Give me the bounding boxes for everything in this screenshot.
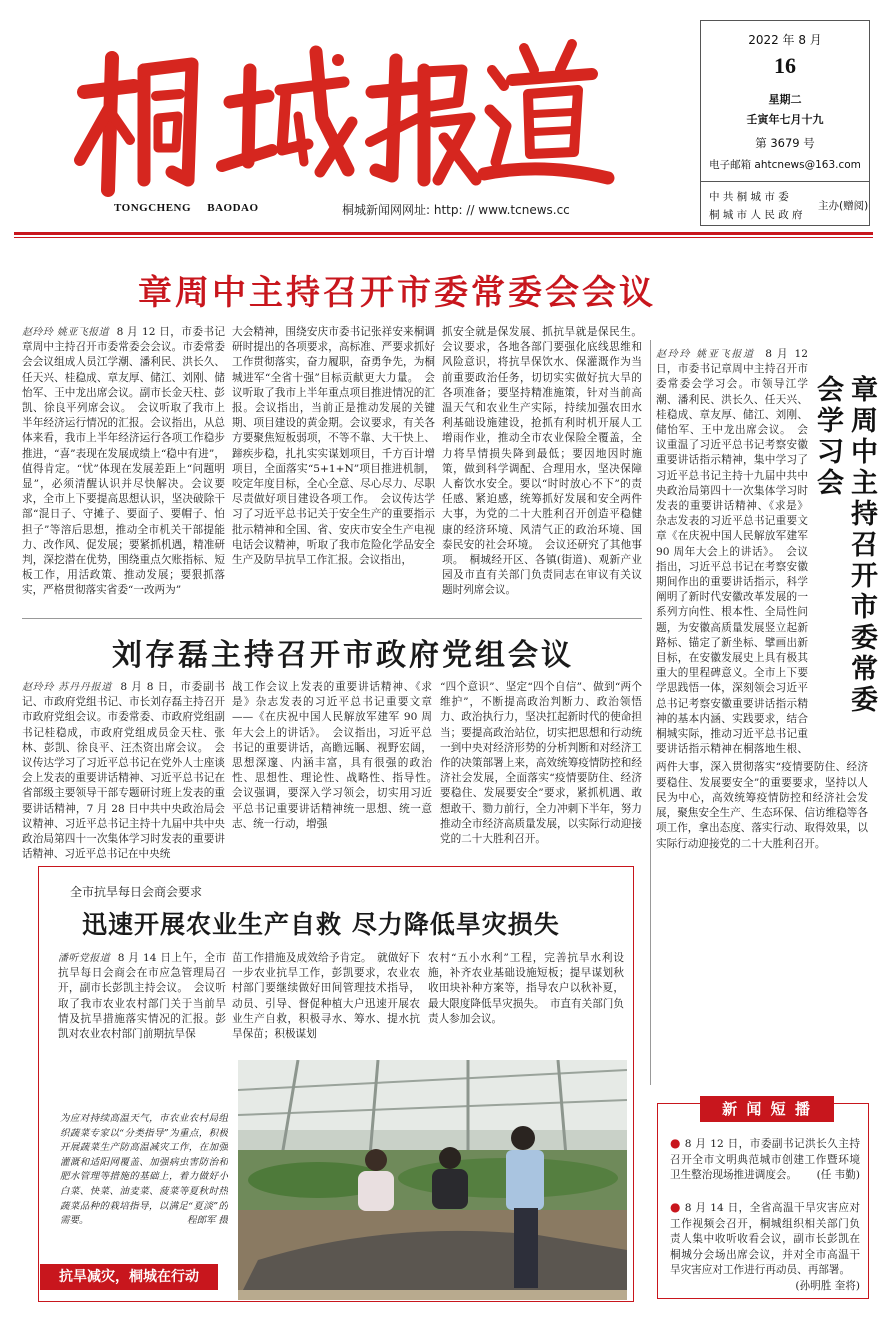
publisher-line-2: 桐 城 市 人 民 政 府: [709, 209, 803, 221]
issue-weekday: 星期二: [768, 93, 802, 106]
article2-text-top: [656, 347, 808, 757]
svg-text:桐城报道: 桐城报道: [344, 124, 348, 125]
photo-credit: 程郎军 摄: [186, 1215, 228, 1227]
news-brief-text-2: 8 月 14 日，全省高温干旱灾害应对工作视频会召开，桐城组织相关部门负责人集中收听收看会议，副市长彭凯在桐城分会场出席会议，并对全市高温干旱灾害应对工作进行再动员、再部署。: [670, 1202, 860, 1276]
masthead-rule: [14, 232, 873, 235]
news-brief-item-2: [670, 1200, 860, 1294]
article1-headline: 章周中主持召开市委常委会会议: [138, 273, 656, 313]
photo-caption: [60, 1112, 228, 1240]
publisher-role: 主办(赠阅): [818, 200, 869, 212]
article3-text-2: 战工作会议上发表的重要讲话精神、《求是》杂志发表的习近平总书记重要文章——《在庆祝中国人民解放军建军 90 周年大会上的讲话》。 会议指出，习近平总书记的重要讲话，高瞻远瞩、视野宏阔，思想深邃、内涵丰富，具有很强的政治性、思想性、理论性、战略性、指导性。 会议强调，要深入学习领会，切实用习近平总书记重要讲话精神统一思想、统一意志、统一行动，增强: [232, 681, 432, 830]
article4-text-2: 苗工作措施及成效给予肯定。 就做好下一步农业抗旱工作，彭凯要求，农业农村部门要继续做好田间管理技术指导，动员、引导、督促种植大户迅速开展农业生产自救，积极寻水、筹水、提水抗旱保苗；积极谋划: [232, 952, 420, 1041]
news-brief-credit-2: (孙明胜 奎将): [795, 1279, 860, 1292]
article1-text-1: 8 月 12 日，市委书记章周中主持召开市委常委会会议。市委常委会会议组成人员江学潮、潘利民、洪长久、任天兴、桂稳成、章友厚、储江、刘刚、储怡军、王中龙出席会议。副市长金天柱、彭凯、徐良平列席会议。 会议听取了我市上半年经济运行情况的汇报。会议指出，从总体来看，我市上半年经济运行各项工作稳步推进，“喜”表现在发展成绩上“稳中有进”，值得肯定。“忧”体现在发展差距上“问题明显”，必须清醒认识并尽快解决。会议要求，全市上下要提高思想认识，坚决破除干部“混日子、守摊子、要面子、要帽子、怕担子”等溶后思想，推动全市机关干部提能力、改作风、促发展；要紧抓机遇，精准研判，深挖潜在优势，围绕重点欠账指标、短板工作，用活政策、推动发展；要狠抓落实，严格贯彻落实省委“一改两为”: [22, 326, 225, 597]
article4-column-3: [428, 951, 624, 1056]
news-briefs-heading: 新 闻 短 播: [700, 1096, 834, 1122]
article4-column-1: [58, 951, 226, 1051]
datebox-divider: [701, 181, 869, 182]
masthead-english-right: BAODAO: [207, 202, 259, 214]
issue-info-box: [700, 20, 870, 226]
news-brief-item-1: [670, 1136, 860, 1184]
article3-column-2: [232, 680, 432, 860]
article1-text-2: 大会精神，围绕安庆市委书记张祥安来桐调研时提出的各项要求，高标准、严要求抓好工作贯彻落实，奋力履职，奋勇争先，为桐城进军“全省十强”目标贡献更大力量。 会议听取了我市上半年重点项目推进情况的汇报。会议指出，当前正是推动发展的关键期、项目建设的黄金期。会议要求，有关各方要聚焦短板弱项，不等不靠、大干快上、蹄疾步稳，扎扎实实谋划项目，千方百计增项目，全面落实“5+1+N”项目推进机制，咬定年度目标，全心全意、尽心尽力、尽职尽责做好项目建设各项工作。 会议传达学习了习近平总书记关于安全生产的重要指示批示精神和全国、省、安庆市安全生产电视电话会议精神，听取了我市危险化学品安全生产及防旱抗旱工作汇报。会议指出，: [232, 326, 435, 567]
website-url: 桐城新闻网网址: http: // www.tcnews.cc: [342, 203, 570, 217]
article1-column-3: [442, 325, 642, 615]
article2-text-bottom: [656, 760, 868, 1090]
issue-lunar-date: 壬寅年七月十九: [746, 113, 824, 126]
issue-day: 16: [774, 53, 796, 78]
article3-text-1: 8 月 8 日，市委副书记、市政府党组书记、市长刘存磊主持召开市政府党组会议。市委常委、市政府党组副书记桂稳成，市政府党组成员金天柱、张林、彭凯、徐良平、汪杰资出席会议。 会议传达学习了习近平总书记在党外人士座谈会上发表的重要讲话精神、习近平总书记在省部级主要领导干部专题研讨班上发表的重要讲话精神，7 月 28 日中共中央政治局会议精神、习近平总书记主持十九届中共中央政治局第四十一次集体学习时发表的重要讲话精神、习近平总书记在中央统: [22, 681, 225, 860]
section-divider: [22, 618, 642, 619]
article2-vertical-headline: 章周中主持召开市委常委会学习会: [812, 375, 877, 716]
article1-column-2: [232, 325, 435, 615]
article3-column-1: [22, 680, 225, 860]
article4-text-3: 农村“五小水利”工程，完善抗旱水利设施，补齐农业基础设施短板；提早谋划秋收田块补种方案等，指导农户以秋补夏，最大限度降低旱灾损失。 市直有关部门负责人参加会议。: [428, 952, 624, 1025]
article4-text-1: 8 月 14 日上午，全市抗旱每日会商会在市应急管理局召开，副市长彭凯主持会议。 会议听取了我市农业农村部门关于当前旱情及抗旱措施落实情况的汇报。彭凯对农业农村部门前期抗旱保: [58, 952, 226, 1041]
article4-byline: 潘听党报道: [58, 953, 111, 964]
news-brief-text-1: 8 月 12 日，市委副书记洪长久主持召开全市文明典范城市创建工作暨环境卫生整治现场推进调度会。: [670, 1138, 860, 1181]
masthead-calligraphy-logo: [72, 30, 617, 200]
masthead-english-left: TONGCHENG: [114, 202, 192, 214]
bullet-dot-icon: ●: [670, 1200, 681, 1214]
article3-headline: 刘存磊主持召开市政府党组会议: [112, 638, 574, 673]
article1-column-1: [22, 325, 225, 615]
article4-column-2: [232, 951, 420, 1056]
greenhouse-photo: [238, 1060, 627, 1300]
photo-caption-text: 为应对持续高温天气，市农业农村局组织蔬菜专家以“分类指导”为重点，积极开展蔬菜生产防高温减灾工作，在加强灌溉和适阳网覆盖、加强病虫害防治和肥水管理等措施的基础上，着力做好小白菜、快菜、油麦菜、菠菜等夏秋时热蔬菜品种的栽培指导，以满足“夏淡”的需要。: [60, 1113, 228, 1227]
article2-text: 8 月 12 日，市委书记章周中主持召开市委常委会学习会。市领导江学潮、潘利民、洪长久、任天兴、桂稳成、章友厚、储江、刘刚、储怡军、王中龙出席会议。 会议重温了习近平总书记考察安徽重要讲话指示精神，集中学习了习近平总书记主持十九届中共中央政治局第四十一次集体学习时发表的重要讲话精神、《求是》杂志发表的习近平总书记重要文章《在庆祝中国人民解放军建军 90 周年大会上的讲话》。 会议指出，习近平总书记在考察安徽期间作出的重要讲话指示，科学阐明了新时代安徽改革发展的一系列方向性、根本性、全局性问题，为安徽高质量发展竖立起新路标、锚定了新坐标、擘画出新目标，在安徽发展史上具有极其重大的里程碑意义。全市上下要学思践悟一体，深刻领会习近平总书记考察安徽重要讲话指示精神的基本内涵、实践要求，结合桐城实际，推动习近平总书记重要讲话指示精神在桐落地生根、: [656, 348, 808, 756]
news-brief-credit-1: (任 韦勤): [816, 1169, 860, 1181]
masthead-english-name: [114, 202, 259, 214]
article4-headline: 迅速开展农业生产自救 尽力降低旱灾损失: [82, 910, 560, 939]
article1-text-3: 抓安全就是保发展、抓抗旱就是保民生。会议要求，各地各部门要强化底线思维和风险意识，将抗旱保饮水、保灌溉作为当前重要政治任务，切切实实做好抗大旱的各项准备；要坚持精准施策，针对当前高温天气和农业生产实际，持续加强农田水利基础设施建设，抢抓有利时机开展人工增雨作业，推动全市农业保险全覆盖，全力将旱情损失降到最低；要因地因时施策，做到科学调配、合理用水，坚决保障人畜饮水安全。要以“时时放心不下”的责任感、紧迫感，统筹抓好发展和安全两件大事，为党的二十大胜利召开创造平稳健康的经济环境、风清气正的政治环境、国泰民安的社会环境。 会议还研究了其他事项。 桐城经开区、各镇(街道)、观新产业园及市直有关部门负责同志在审议有关议题时列席会议。: [442, 326, 642, 597]
article2-byline: 赵玲玲 姚亚飞报道: [656, 349, 755, 360]
article2-text-continued: 两件大事，深入贯彻落实“疫情要防住、经济要稳住、发展要安全”的重要要求，坚持以人民为中心，高效统筹疫情防控和经济社会发展，聚焦安全生产、生态环保、信访维稳等各项工作，拿出态度、落实行动、取得效果，以实际行动迎接党的二十大胜利召开。: [656, 761, 868, 850]
article3-column-3: [440, 680, 642, 860]
article1-byline: 赵玲玲 姚亚飞报道: [22, 327, 110, 338]
right-column-divider: [650, 340, 651, 1085]
bullet-dot-icon: ●: [670, 1136, 681, 1150]
publisher-line-1: 中 共 桐 城 市 委: [709, 191, 789, 203]
article3-byline: 赵玲玲 苏丹丹报道: [22, 682, 113, 693]
issue-year-month: 2022 年 8 月: [748, 33, 822, 47]
article4-kicker: 全市抗旱每日会商会要求: [70, 885, 203, 899]
campaign-badge: 抗旱减灾，桐城在行动: [40, 1264, 218, 1290]
article3-text-3: “四个意识”、坚定“四个自信”、做到“两个维护”，不断提高政治判断力、政治领悟力、政治执行力，坚决扛起新时代的使命担当；要提高政治站位，切实把思想和行动统一到中央对经济形势的分析判断和对经济工作的决策部署上来，高效统筹疫情防控和经济社会发展，全面落实“疫情要防住、经济要稳住、发展要安全”要求，紧抓机遇、敢想敢干、勠力前行，全力冲刺下半年，努力推动全市经济高质量发展，以实际行动迎接党的二十大胜利召开。: [440, 681, 642, 846]
masthead-rule-thin: [14, 237, 873, 238]
issue-number: 第 3679 号: [755, 136, 815, 150]
contact-email: 电子邮箱 ahtcnews@163.com: [709, 159, 861, 171]
